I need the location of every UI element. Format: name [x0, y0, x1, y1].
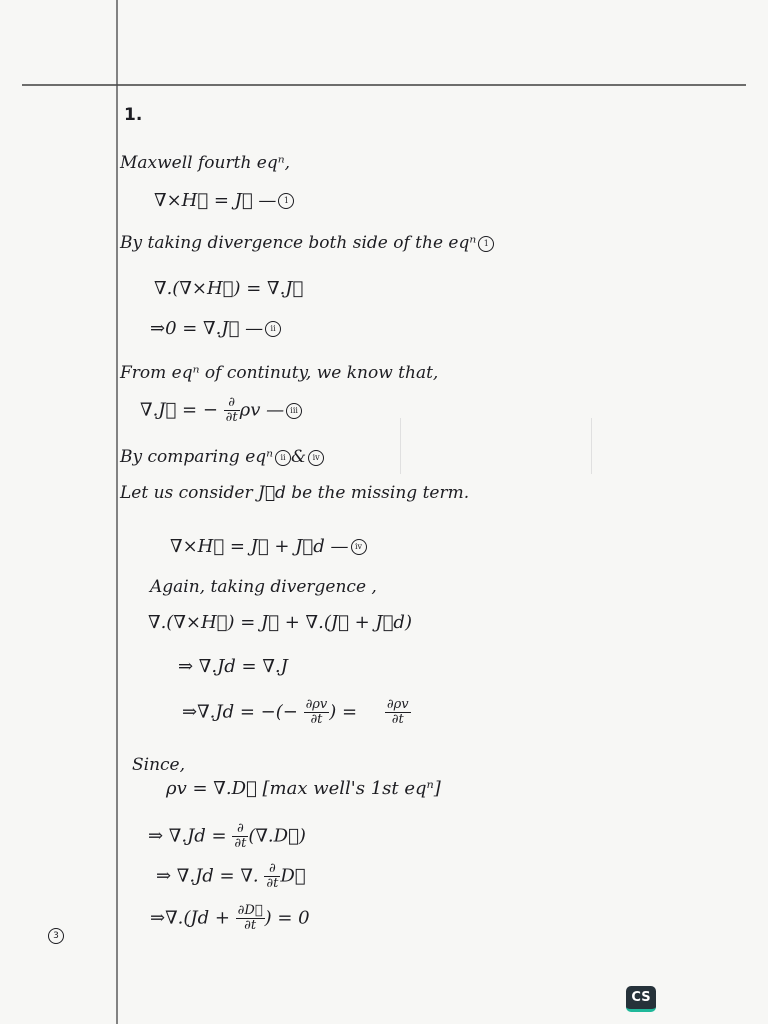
equation-2: ⇒0 = ∇.J⃗ — ii: [150, 318, 281, 340]
eq-tag-3: iii: [286, 403, 302, 419]
fraction-rho-dt-result: $\frac{\partial\rho v}{\partial t}$: [386, 697, 409, 727]
equation-1: ∇×H⃗ = J⃗ — 1: [154, 190, 294, 212]
header-line: [22, 84, 746, 86]
line-continuity: From eqⁿ of continuty, we know that,: [120, 363, 439, 383]
eq-tag-4: iv: [351, 539, 367, 555]
equation-3: ∇.J⃗ = − $\frac{\partial}{\partial t}$ ρv — iii: [140, 396, 302, 425]
camscanner-logo: CS: [626, 986, 656, 1012]
equation-div-jd-rho: ⇒∇.Jd = −(− $\frac{\partial\rho v}{\partial t}$ ) = $\frac{\partial\rho v}{\partial t}$: [182, 697, 409, 727]
line-again-divergence: Again, taking divergence ,: [150, 577, 377, 597]
equation-final: ⇒∇.(Jd + $\frac{\partial D⃗}{\partial t}$ ) = 0: [150, 903, 310, 933]
line-comparing: By comparing eqⁿ ii & iv: [120, 446, 324, 468]
page-number-marker: 3: [48, 928, 64, 944]
eq-tag-1-ref: 1: [478, 236, 494, 252]
equation-jd-dt-div-d: ⇒ ∇.Jd = $\frac{\partial}{\partial t}$ (∇.D⃗): [148, 821, 306, 851]
line-taking-divergence: By taking divergence both side of the eqⁿ 1: [120, 232, 494, 254]
equation-div-sum: ∇.(∇×H⃗) = J⃗ + ∇.(J⃗ + J⃗d): [148, 612, 412, 633]
line-missing-term: Let us consider J⃗d be the missing term.: [120, 483, 470, 503]
line-since: Since,: [132, 755, 186, 775]
eq-tag-2: ii: [265, 321, 281, 337]
equation-div-curl: ∇.(∇×H⃗) = ∇.J⃗: [154, 278, 304, 299]
fraction-d-dt-3: $\frac{\partial}{\partial t}$: [266, 861, 279, 891]
margin-line: [116, 0, 118, 1024]
fraction-d-dt-2: $\frac{\partial}{\partial t}$: [234, 821, 247, 851]
faded-bracket: [400, 418, 592, 474]
equation-div-jd: ⇒ ∇.Jd = ∇.J: [178, 656, 288, 677]
fraction-dD-dt: $\frac{\partial D⃗}{\partial t}$: [237, 903, 263, 933]
bleed-through-text: [520, 120, 524, 136]
fraction-d-dt: $\frac{\partial}{\partial t}$: [225, 395, 238, 425]
fraction-rho-dt: $\frac{\partial\rho v}{\partial t}$: [305, 697, 328, 727]
question-number: 1.: [124, 105, 143, 125]
eq-tag-compare-2: ii: [275, 450, 291, 466]
equation-jd-div-dt-d: ⇒ ∇.Jd = ∇. $\frac{\partial}{\partial t}$ D⃗: [156, 861, 306, 891]
eq-tag-compare-4: iv: [308, 450, 324, 466]
equation-4: ∇×H⃗ = J⃗ + J⃗d — iv: [170, 536, 367, 558]
equation-maxwell-first: ρv = ∇.D⃗ [max well's 1st eqⁿ]: [166, 778, 441, 799]
eq-tag-1: 1: [278, 193, 294, 209]
line-maxwell-fourth: Maxwell fourth eqⁿ,: [120, 153, 291, 173]
